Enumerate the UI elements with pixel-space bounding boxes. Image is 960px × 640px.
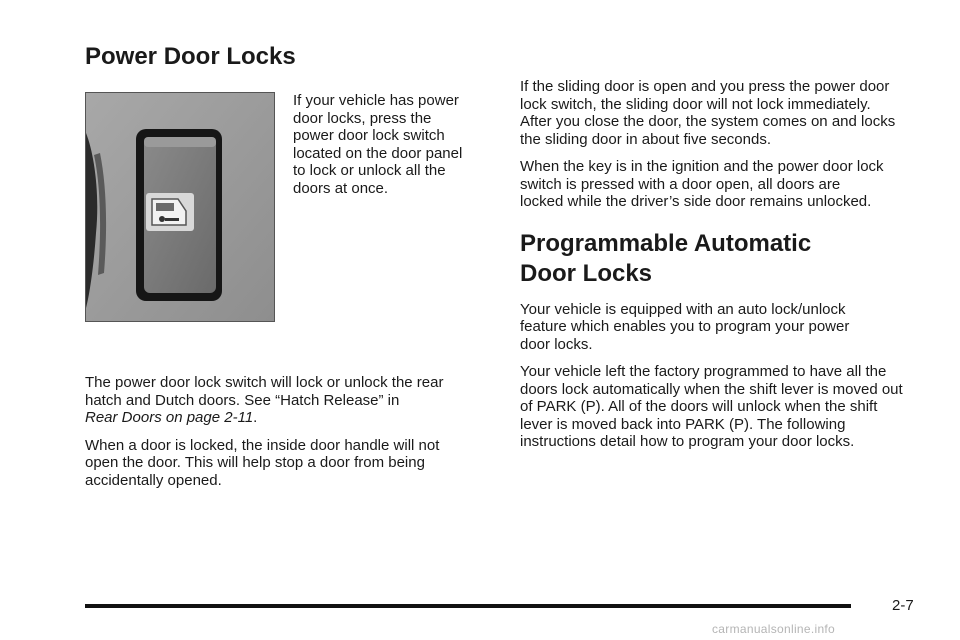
paragraph-key-in-ignition: When the key is in the ignition and the power door lock switch is pressed with a door open, all doors are locked while the driver’s side door remains unlocked. [520,158,884,210]
footer-rule [85,604,851,608]
left-column [85,42,497,499]
intro-text: If your vehicle has power door locks, press the power door lock switch located on the door panel to lock or unlock all the doors at once. [293,92,463,197]
cross-reference-link[interactable]: Rear Doors on page 2-11 [85,409,254,426]
page-number: 2-7 [892,597,914,614]
watermark: carmanualsonline.info [712,622,836,636]
paragraph-inside-handle: When a door is locked, the inside door handle will not open the door. This will help stop a door from being accidentally opened. [85,436,440,489]
section-heading-power-door-locks: Power Door Locks [85,43,296,70]
door-lock-switch-photo [85,92,275,322]
paragraph-hatch-dutch-doors: The power door lock switch will lock or unlock the rear hatch and Dutch doors. See “Hatch Release” in Rear Doors on page 2-11. [85,374,444,426]
paragraph-sliding-door: If the sliding door is open and you press the power door lock switch, the sliding door will not lock immediately. After you close the door, the system comes on and locks the sliding door in about five seconds. [520,78,896,148]
photo-with-text [85,92,497,374]
right-column [520,78,930,461]
section-heading-programmable-locks: Programmable Automatic Door Locks [520,229,812,287]
paragraph-factory-programming: Your vehicle left the factory programmed to have all the doors lock automatically when the shift lever is moved out of PARK (P). All of the doors will unlock when the shift lever is moved back into PARK (P). The following instructions detail how to program your door locks. [520,363,903,450]
paragraph-auto-lock-feature: Your vehicle is equipped with an auto lock/unlock feature which enables you to program your power door locks. [520,300,850,353]
lock-switch-illustration [86,93,274,321]
